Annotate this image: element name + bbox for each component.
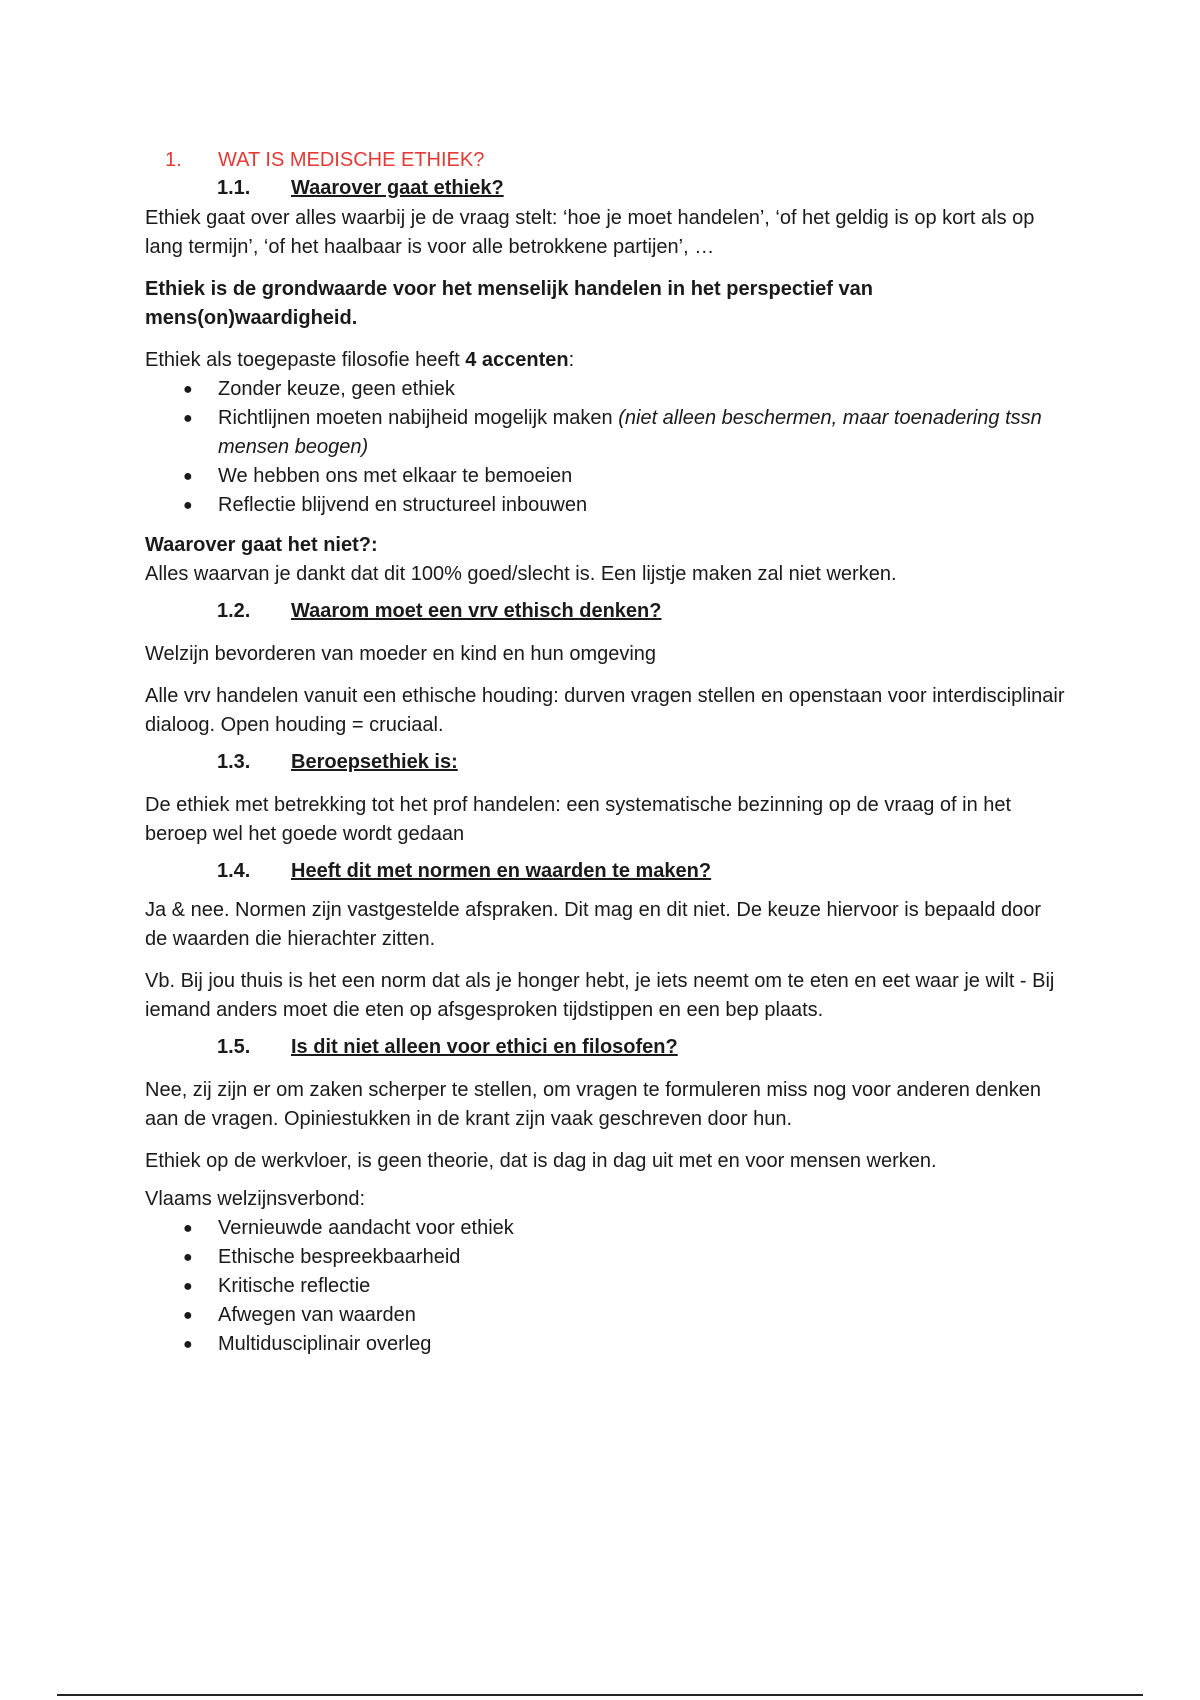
paragraph (145, 346, 1065, 375)
list-item-text: Reflectie blijvend en structureel inbouwen (218, 494, 588, 516)
subsection-title: Waarover gaat ethiek? (291, 177, 504, 199)
list-item (145, 462, 1065, 491)
list-item (145, 1243, 1065, 1272)
subsection-title: Is dit niet alleen voor ethici en filosofen? (291, 1036, 678, 1058)
bullet-icon: ● (183, 497, 193, 514)
list-item (145, 375, 1065, 404)
bullet-icon: ● (183, 1278, 193, 1295)
welzijnsverbond-list (145, 1214, 1065, 1359)
subsection-number: 1.4. (217, 860, 251, 882)
list-item-text: Multidusciplinair overleg (218, 1333, 432, 1355)
subsection-heading-1-5 (217, 1033, 1065, 1063)
bullet-icon: ● (183, 1307, 193, 1324)
list-item (145, 1214, 1065, 1243)
section-title: WAT IS MEDISCHE ETHIEK? (218, 149, 485, 171)
subsection-heading-1-2 (217, 597, 1065, 627)
paragraph: Nee, zij zijn er om zaken scherper te stellen, om vragen te formuleren miss nog voor anderen denken aan de vragen. Opiniestukken in de krant zijn vaak geschreven door hun. (145, 1079, 1042, 1130)
paragraph: Alles waarvan je dankt dat dit 100% goed/slecht is. Een lijstje maken zal niet werken. (145, 563, 897, 585)
paragraph: De ethiek met betrekking tot het prof handelen: een systematische bezinning op de vraag of in het beroep wel het goede wordt gedaan (145, 794, 1012, 845)
paragraph: Vlaams welzijnsverbond: (145, 1188, 366, 1210)
subsection-number: 1.3. (217, 751, 251, 773)
text-span: : (568, 349, 575, 371)
bullet-icon: ● (183, 1249, 193, 1266)
paragraph: Ethiek gaat over alles waarbij je de vraag stelt: ‘hoe je moet handelen’, ‘of het geldig is op kort als op lang termijn’, ‘of het haalbaar is voor alle betrokkene partijen’, … (145, 207, 1035, 258)
list-item-text: Richtlijnen moeten nabijheid mogelijk maken (218, 407, 619, 429)
subsection-heading-1-1 (217, 174, 1065, 204)
subsection-number: 1.2. (217, 600, 251, 622)
bold-span: 4 accenten (465, 349, 569, 371)
list-item-text: Vernieuwde aandacht voor ethiek (218, 1217, 514, 1239)
list-item (145, 404, 1065, 462)
bullet-icon: ● (183, 468, 193, 485)
section-number: 1. (165, 149, 182, 171)
list-item-text: Zonder keuze, geen ethiek (218, 378, 455, 400)
subsection-title: Beroepsethiek is: (291, 751, 458, 773)
subheading: Waarover gaat het niet?: (145, 534, 378, 556)
paragraph: Ja & nee. Normen zijn vastgestelde afspraken. Dit mag en dit niet. De keuze hiervoor is bepaald door de waarden die hierachter zitten. (145, 899, 1042, 950)
accent-list (145, 375, 1065, 520)
document-body (145, 146, 1065, 1370)
bullet-icon: ● (183, 410, 193, 427)
subsection-heading-1-4 (217, 857, 1065, 887)
paragraph: Vb. Bij jou thuis is het een norm dat als je honger hebt, je iets neemt om te eten en eet waar je wilt - Bij iemand anders moet die eten op afsgesproken tijdstippen en een bep plaats. (145, 970, 1055, 1021)
list-item (145, 1301, 1065, 1330)
definition-paragraph: Ethiek is de grondwaarde voor het menselijk handelen in het perspectief van mens(on)waardigheid. (145, 278, 873, 329)
page-divider (57, 1694, 1143, 1696)
paragraph: Welzijn bevorderen van moeder en kind en hun omgeving (145, 643, 657, 665)
list-item-text: Ethische bespreekbaarheid (218, 1246, 461, 1268)
subsection-heading-1-3 (217, 748, 1065, 778)
section-heading-1 (165, 146, 1065, 174)
bullet-icon: ● (183, 1336, 193, 1353)
list-item-text: We hebben ons met elkaar te bemoeien (218, 465, 573, 487)
subsection-title: Waarom moet een vrv ethisch denken? (291, 600, 662, 622)
subsection-title: Heeft dit met normen en waarden te maken? (291, 860, 712, 882)
paragraph: Alle vrv handelen vanuit een ethische houding: durven vragen stellen en openstaan voor interdisciplinair dialoog. Open houding = cruciaal. (145, 685, 1065, 736)
subsection-number: 1.1. (217, 177, 251, 199)
list-item-text: Afwegen van waarden (218, 1304, 416, 1326)
list-item (145, 1272, 1065, 1301)
bullet-icon: ● (183, 1220, 193, 1237)
list-item-text: Kritische reflectie (218, 1275, 371, 1297)
list-item-note: (niet alleen beschermen, maar toenadering tssn mensen beogen) (218, 407, 1042, 458)
text-span: Ethiek als toegepaste filosofie heeft (145, 349, 466, 371)
subsection-number: 1.5. (217, 1036, 251, 1058)
list-item (145, 491, 1065, 520)
bullet-icon: ● (183, 381, 193, 398)
paragraph: Ethiek op de werkvloer, is geen theorie, dat is dag in dag uit met en voor mensen werken. (145, 1150, 937, 1172)
list-item (145, 1330, 1065, 1359)
